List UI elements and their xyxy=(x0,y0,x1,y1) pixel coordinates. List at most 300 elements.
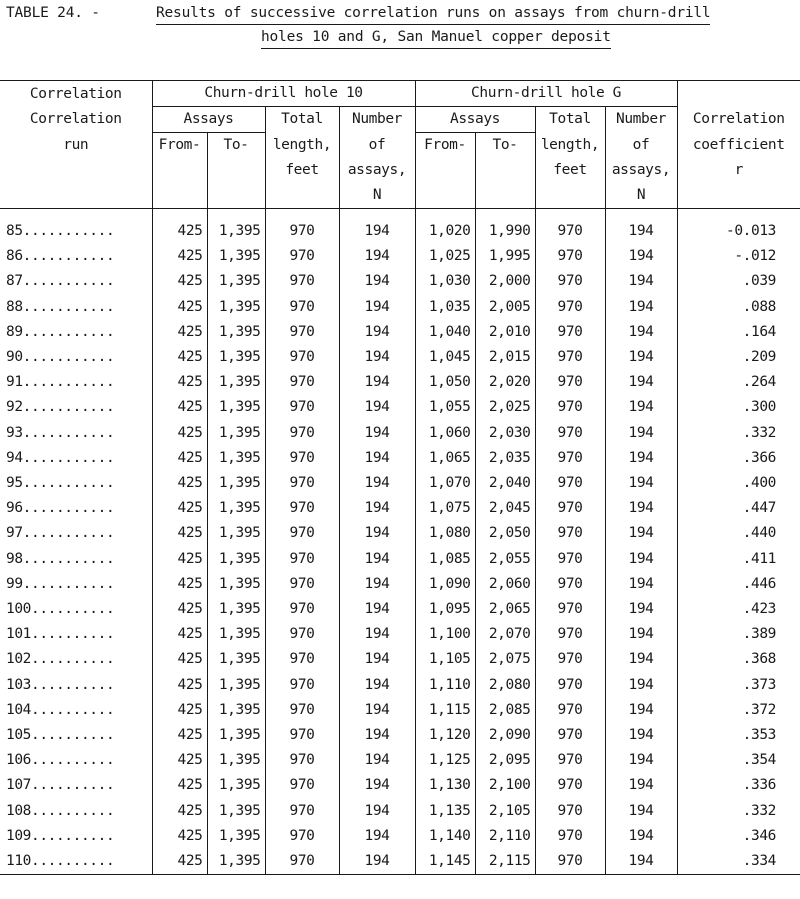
table-row xyxy=(0,370,800,395)
cell-r: .400 xyxy=(677,471,800,496)
cell-run: 99........... xyxy=(6,575,115,592)
cell-g-n: 194 xyxy=(605,723,677,748)
cell-h10-len: 970 xyxy=(265,547,339,572)
cell-g-n: 194 xyxy=(605,799,677,824)
cell-g-len: 970 xyxy=(535,421,605,446)
cell-h10-from: 425 xyxy=(152,748,207,773)
cell-g-from: 1,125 xyxy=(415,748,475,773)
cell-h10-from: 425 xyxy=(152,320,207,345)
cell-g-len: 970 xyxy=(535,748,605,773)
cell-g-len: 970 xyxy=(535,572,605,597)
table-header xyxy=(0,81,800,209)
cell-h10-from: 425 xyxy=(152,244,207,269)
cell-h10-n: 194 xyxy=(339,244,415,269)
cell-h10-to: 1,395 xyxy=(207,345,265,370)
cell-g-to: 2,035 xyxy=(475,446,535,471)
cell-g-n: 194 xyxy=(605,647,677,672)
header-hole-g-assays: Assays xyxy=(415,107,535,133)
header-correlation-coef-2: coefficient xyxy=(677,133,800,159)
cell-run: 101.......... xyxy=(6,626,115,643)
cell-g-n: 194 xyxy=(605,547,677,572)
cell-g-n: 194 xyxy=(605,622,677,647)
cell-h10-n: 194 xyxy=(339,597,415,622)
cell-run: 104.......... xyxy=(6,701,115,718)
cell-run: 96........... xyxy=(6,500,115,517)
cell-h10-len: 970 xyxy=(265,597,339,622)
cell-r: .354 xyxy=(677,748,800,773)
cell-h10-n: 194 xyxy=(339,521,415,546)
table-title-line-2: holes 10 and G, San Manuel copper deposit xyxy=(261,26,611,49)
cell-h10-to: 1,395 xyxy=(207,395,265,420)
cell-g-from: 1,035 xyxy=(415,295,475,320)
cell-g-from: 1,080 xyxy=(415,521,475,546)
cell-g-len: 970 xyxy=(535,496,605,521)
cell-g-to: 2,040 xyxy=(475,471,535,496)
cell-g-len: 970 xyxy=(535,773,605,798)
cell-r: .209 xyxy=(677,345,800,370)
cell-g-from: 1,065 xyxy=(415,446,475,471)
cell-g-to: 2,030 xyxy=(475,421,535,446)
cell-g-len: 970 xyxy=(535,547,605,572)
cell-r: -0.013 xyxy=(677,209,800,245)
cell-g-from: 1,020 xyxy=(415,209,475,245)
cell-h10-n: 194 xyxy=(339,622,415,647)
cell-h10-from: 425 xyxy=(152,698,207,723)
cell-h10-to: 1,395 xyxy=(207,320,265,345)
cell-h10-from: 425 xyxy=(152,209,207,245)
header-hole-g-total-length-2: length, xyxy=(535,133,605,159)
cell-g-len: 970 xyxy=(535,320,605,345)
cell-r: .366 xyxy=(677,446,800,471)
cell-h10-n: 194 xyxy=(339,698,415,723)
cell-g-from: 1,140 xyxy=(415,824,475,849)
cell-g-to: 2,065 xyxy=(475,597,535,622)
cell-r: .423 xyxy=(677,597,800,622)
cell-h10-len: 970 xyxy=(265,723,339,748)
cell-h10-to: 1,395 xyxy=(207,370,265,395)
cell-g-len: 970 xyxy=(535,521,605,546)
cell-run: 88........... xyxy=(6,298,115,315)
table-row xyxy=(0,572,800,597)
cell-g-from: 1,075 xyxy=(415,496,475,521)
cell-g-n: 194 xyxy=(605,496,677,521)
cell-h10-from: 425 xyxy=(152,496,207,521)
cell-g-len: 970 xyxy=(535,471,605,496)
cell-h10-to: 1,395 xyxy=(207,547,265,572)
cell-run: 98........... xyxy=(6,550,115,567)
cell-run: 107.......... xyxy=(6,777,115,794)
cell-h10-n: 194 xyxy=(339,849,415,875)
cell-g-from: 1,095 xyxy=(415,597,475,622)
cell-g-len: 970 xyxy=(535,647,605,672)
cell-run: 93........... xyxy=(6,424,115,441)
cell-h10-to: 1,395 xyxy=(207,673,265,698)
cell-h10-len: 970 xyxy=(265,521,339,546)
cell-g-from: 1,130 xyxy=(415,773,475,798)
cell-run: 108.......... xyxy=(6,802,115,819)
table-title-line-1: Results of successive correlation runs on assays from churn-drill xyxy=(156,2,710,25)
cell-r: .088 xyxy=(677,295,800,320)
header-hole-10-number-3: assays, xyxy=(339,158,415,183)
cell-h10-to: 1,395 xyxy=(207,597,265,622)
cell-run: 95........... xyxy=(6,475,115,492)
cell-g-from: 1,055 xyxy=(415,395,475,420)
cell-r: .447 xyxy=(677,496,800,521)
cell-g-len: 970 xyxy=(535,370,605,395)
cell-g-to: 2,070 xyxy=(475,622,535,647)
cell-h10-n: 194 xyxy=(339,647,415,672)
cell-g-n: 194 xyxy=(605,824,677,849)
table-row xyxy=(0,622,800,647)
cell-run: 91........... xyxy=(6,374,115,391)
cell-r: .353 xyxy=(677,723,800,748)
cell-g-to: 2,020 xyxy=(475,370,535,395)
cell-h10-from: 425 xyxy=(152,421,207,446)
cell-h10-len: 970 xyxy=(265,773,339,798)
correlation-table xyxy=(0,80,800,875)
cell-h10-n: 194 xyxy=(339,345,415,370)
cell-h10-len: 970 xyxy=(265,748,339,773)
cell-g-n: 194 xyxy=(605,320,677,345)
cell-r: .164 xyxy=(677,320,800,345)
cell-r: .372 xyxy=(677,698,800,723)
table-row xyxy=(0,698,800,723)
cell-h10-to: 1,395 xyxy=(207,723,265,748)
cell-g-to: 2,010 xyxy=(475,320,535,345)
cell-g-to: 2,090 xyxy=(475,723,535,748)
cell-h10-from: 425 xyxy=(152,370,207,395)
cell-h10-to: 1,395 xyxy=(207,521,265,546)
cell-g-n: 194 xyxy=(605,748,677,773)
cell-r: .440 xyxy=(677,521,800,546)
table-row xyxy=(0,673,800,698)
cell-h10-from: 425 xyxy=(152,295,207,320)
cell-g-len: 970 xyxy=(535,395,605,420)
cell-g-from: 1,100 xyxy=(415,622,475,647)
cell-g-from: 1,030 xyxy=(415,269,475,294)
cell-h10-to: 1,395 xyxy=(207,572,265,597)
cell-h10-len: 970 xyxy=(265,647,339,672)
table-row xyxy=(0,209,800,245)
header-hole-10-total-length-2: length, xyxy=(265,133,339,159)
table-row xyxy=(0,547,800,572)
cell-r: .332 xyxy=(677,799,800,824)
cell-g-to: 1,990 xyxy=(475,209,535,245)
table-body xyxy=(0,209,800,875)
cell-h10-len: 970 xyxy=(265,572,339,597)
cell-h10-len: 970 xyxy=(265,824,339,849)
table-row xyxy=(0,471,800,496)
cell-g-from: 1,085 xyxy=(415,547,475,572)
cell-g-len: 970 xyxy=(535,597,605,622)
table-row xyxy=(0,824,800,849)
header-hole-g-number-2: of xyxy=(605,133,677,159)
cell-h10-from: 425 xyxy=(152,773,207,798)
cell-run: 106.......... xyxy=(6,752,115,769)
cell-run: 110.......... xyxy=(6,853,115,870)
cell-h10-len: 970 xyxy=(265,320,339,345)
cell-r: .446 xyxy=(677,572,800,597)
cell-h10-from: 425 xyxy=(152,622,207,647)
cell-g-len: 970 xyxy=(535,295,605,320)
cell-r: .336 xyxy=(677,773,800,798)
cell-h10-from: 425 xyxy=(152,597,207,622)
cell-g-n: 194 xyxy=(605,673,677,698)
table-row xyxy=(0,421,800,446)
header-hole-10-number-2: of xyxy=(339,133,415,159)
cell-h10-n: 194 xyxy=(339,471,415,496)
header-hole-10-to: To- xyxy=(207,133,265,159)
cell-g-len: 970 xyxy=(535,209,605,245)
cell-g-to: 2,000 xyxy=(475,269,535,294)
cell-h10-n: 194 xyxy=(339,496,415,521)
cell-g-from: 1,045 xyxy=(415,345,475,370)
cell-g-to: 2,060 xyxy=(475,572,535,597)
cell-h10-len: 970 xyxy=(265,345,339,370)
cell-h10-from: 425 xyxy=(152,521,207,546)
cell-h10-to: 1,395 xyxy=(207,748,265,773)
cell-h10-len: 970 xyxy=(265,698,339,723)
header-hole-10-from: From- xyxy=(152,133,207,159)
cell-g-len: 970 xyxy=(535,622,605,647)
cell-run: 105.......... xyxy=(6,727,115,744)
cell-h10-to: 1,395 xyxy=(207,647,265,672)
cell-h10-n: 194 xyxy=(339,370,415,395)
cell-g-len: 970 xyxy=(535,446,605,471)
cell-run: 97........... xyxy=(6,525,115,542)
cell-h10-to: 1,395 xyxy=(207,622,265,647)
cell-g-len: 970 xyxy=(535,849,605,875)
cell-h10-len: 970 xyxy=(265,849,339,875)
cell-h10-from: 425 xyxy=(152,799,207,824)
cell-g-n: 194 xyxy=(605,244,677,269)
cell-run: 90........... xyxy=(6,349,115,366)
cell-h10-from: 425 xyxy=(152,647,207,672)
cell-g-n: 194 xyxy=(605,471,677,496)
header-hole-g-total-length-3: feet xyxy=(535,158,605,183)
cell-g-to: 2,005 xyxy=(475,295,535,320)
header-hole-g-from: From- xyxy=(415,133,475,159)
cell-g-len: 970 xyxy=(535,824,605,849)
cell-r: .373 xyxy=(677,673,800,698)
cell-h10-to: 1,395 xyxy=(207,209,265,245)
cell-h10-from: 425 xyxy=(152,471,207,496)
cell-h10-to: 1,395 xyxy=(207,421,265,446)
header-correlation-run-3: run xyxy=(63,136,89,153)
cell-g-len: 970 xyxy=(535,723,605,748)
cell-h10-from: 425 xyxy=(152,547,207,572)
header-correlation-coef-3: r xyxy=(677,158,800,183)
cell-h10-from: 425 xyxy=(152,345,207,370)
cell-h10-to: 1,395 xyxy=(207,295,265,320)
table-row xyxy=(0,647,800,672)
header-hole-g-number-3: assays, xyxy=(605,158,677,183)
cell-g-n: 194 xyxy=(605,849,677,875)
table-row xyxy=(0,446,800,471)
cell-h10-to: 1,395 xyxy=(207,799,265,824)
header-hole-g-number-4: N xyxy=(605,183,677,209)
cell-g-from: 1,115 xyxy=(415,698,475,723)
cell-g-to: 2,100 xyxy=(475,773,535,798)
cell-g-from: 1,120 xyxy=(415,723,475,748)
table-row xyxy=(0,597,800,622)
header-hole-g-total-length-1: Total xyxy=(535,107,605,133)
cell-g-from: 1,110 xyxy=(415,673,475,698)
table-row xyxy=(0,320,800,345)
cell-h10-to: 1,395 xyxy=(207,849,265,875)
cell-h10-len: 970 xyxy=(265,244,339,269)
cell-h10-n: 194 xyxy=(339,773,415,798)
table-row xyxy=(0,345,800,370)
cell-g-to: 2,045 xyxy=(475,496,535,521)
cell-g-to: 2,075 xyxy=(475,647,535,672)
header-hole-g: Churn-drill hole G xyxy=(415,81,677,107)
cell-h10-from: 425 xyxy=(152,446,207,471)
cell-h10-from: 425 xyxy=(152,395,207,420)
cell-g-from: 1,090 xyxy=(415,572,475,597)
cell-r: .346 xyxy=(677,824,800,849)
cell-run: 100.......... xyxy=(6,601,115,618)
cell-g-n: 194 xyxy=(605,370,677,395)
cell-g-to: 2,025 xyxy=(475,395,535,420)
cell-g-from: 1,105 xyxy=(415,647,475,672)
cell-h10-n: 194 xyxy=(339,320,415,345)
cell-g-len: 970 xyxy=(535,799,605,824)
cell-h10-len: 970 xyxy=(265,496,339,521)
cell-h10-n: 194 xyxy=(339,748,415,773)
cell-g-from: 1,135 xyxy=(415,799,475,824)
cell-g-from: 1,040 xyxy=(415,320,475,345)
cell-g-n: 194 xyxy=(605,572,677,597)
header-correlation-run-1: Correlation xyxy=(29,85,122,102)
table-row xyxy=(0,244,800,269)
cell-h10-n: 194 xyxy=(339,723,415,748)
table-row xyxy=(0,395,800,420)
cell-g-n: 194 xyxy=(605,295,677,320)
cell-h10-len: 970 xyxy=(265,471,339,496)
cell-g-to: 2,085 xyxy=(475,698,535,723)
table-row xyxy=(0,748,800,773)
cell-run: 86........... xyxy=(6,248,115,265)
cell-h10-n: 194 xyxy=(339,446,415,471)
cell-r: .389 xyxy=(677,622,800,647)
cell-h10-n: 194 xyxy=(339,547,415,572)
cell-g-n: 194 xyxy=(605,269,677,294)
cell-h10-to: 1,395 xyxy=(207,446,265,471)
cell-g-len: 970 xyxy=(535,345,605,370)
cell-r: .332 xyxy=(677,421,800,446)
cell-g-to: 2,050 xyxy=(475,521,535,546)
cell-g-len: 970 xyxy=(535,244,605,269)
cell-h10-n: 194 xyxy=(339,269,415,294)
cell-g-n: 194 xyxy=(605,395,677,420)
cell-h10-len: 970 xyxy=(265,446,339,471)
cell-g-from: 1,025 xyxy=(415,244,475,269)
cell-g-n: 194 xyxy=(605,773,677,798)
cell-r: .300 xyxy=(677,395,800,420)
cell-h10-len: 970 xyxy=(265,370,339,395)
cell-run: 102.......... xyxy=(6,651,115,668)
table-row xyxy=(0,849,800,875)
cell-g-n: 194 xyxy=(605,345,677,370)
header-hole-g-to: To- xyxy=(475,133,535,159)
cell-r: .039 xyxy=(677,269,800,294)
table-row xyxy=(0,723,800,748)
cell-h10-len: 970 xyxy=(265,799,339,824)
cell-run: 89........... xyxy=(6,323,115,340)
cell-g-n: 194 xyxy=(605,421,677,446)
table-row xyxy=(0,295,800,320)
cell-h10-to: 1,395 xyxy=(207,773,265,798)
cell-h10-from: 425 xyxy=(152,269,207,294)
cell-h10-n: 194 xyxy=(339,824,415,849)
cell-h10-len: 970 xyxy=(265,209,339,245)
header-correlation-coef-1: Correlation xyxy=(677,107,800,133)
cell-h10-to: 1,395 xyxy=(207,269,265,294)
cell-h10-to: 1,395 xyxy=(207,471,265,496)
cell-h10-len: 970 xyxy=(265,421,339,446)
cell-r: -.012 xyxy=(677,244,800,269)
cell-run: 87........... xyxy=(6,273,115,290)
table-row xyxy=(0,773,800,798)
cell-g-to: 2,080 xyxy=(475,673,535,698)
cell-g-to: 2,015 xyxy=(475,345,535,370)
table-row xyxy=(0,521,800,546)
cell-h10-n: 194 xyxy=(339,209,415,245)
cell-g-n: 194 xyxy=(605,597,677,622)
header-hole-10-number-1: Number xyxy=(339,107,415,133)
cell-h10-to: 1,395 xyxy=(207,824,265,849)
table-row xyxy=(0,269,800,294)
header-hole-g-number-1: Number xyxy=(605,107,677,133)
table-number: TABLE 24. - xyxy=(6,5,100,21)
cell-run: 92........... xyxy=(6,399,115,416)
cell-r: .411 xyxy=(677,547,800,572)
table-row xyxy=(0,799,800,824)
table-row xyxy=(0,496,800,521)
header-hole-10-total-length-3: feet xyxy=(265,158,339,183)
cell-h10-from: 425 xyxy=(152,723,207,748)
cell-run: 109.......... xyxy=(6,827,115,844)
cell-h10-from: 425 xyxy=(152,849,207,875)
cell-run: 85........... xyxy=(6,223,115,239)
cell-h10-to: 1,395 xyxy=(207,244,265,269)
cell-h10-len: 970 xyxy=(265,395,339,420)
cell-h10-len: 970 xyxy=(265,673,339,698)
cell-g-n: 194 xyxy=(605,698,677,723)
cell-h10-n: 194 xyxy=(339,799,415,824)
cell-r: .334 xyxy=(677,849,800,875)
cell-h10-n: 194 xyxy=(339,572,415,597)
cell-r: .368 xyxy=(677,647,800,672)
cell-run: 94........... xyxy=(6,449,115,466)
cell-g-to: 2,055 xyxy=(475,547,535,572)
cell-h10-n: 194 xyxy=(339,673,415,698)
header-hole-10-total-length-1: Total xyxy=(265,107,339,133)
cell-g-len: 970 xyxy=(535,269,605,294)
header-correlation-run-2: Correlation xyxy=(29,110,122,127)
cell-g-from: 1,070 xyxy=(415,471,475,496)
cell-h10-len: 970 xyxy=(265,295,339,320)
header-hole-10: Churn-drill hole 10 xyxy=(152,81,415,107)
cell-g-to: 2,095 xyxy=(475,748,535,773)
cell-g-n: 194 xyxy=(605,446,677,471)
cell-g-to: 1,995 xyxy=(475,244,535,269)
cell-h10-to: 1,395 xyxy=(207,698,265,723)
cell-g-to: 2,105 xyxy=(475,799,535,824)
cell-g-len: 970 xyxy=(535,673,605,698)
cell-h10-len: 970 xyxy=(265,622,339,647)
